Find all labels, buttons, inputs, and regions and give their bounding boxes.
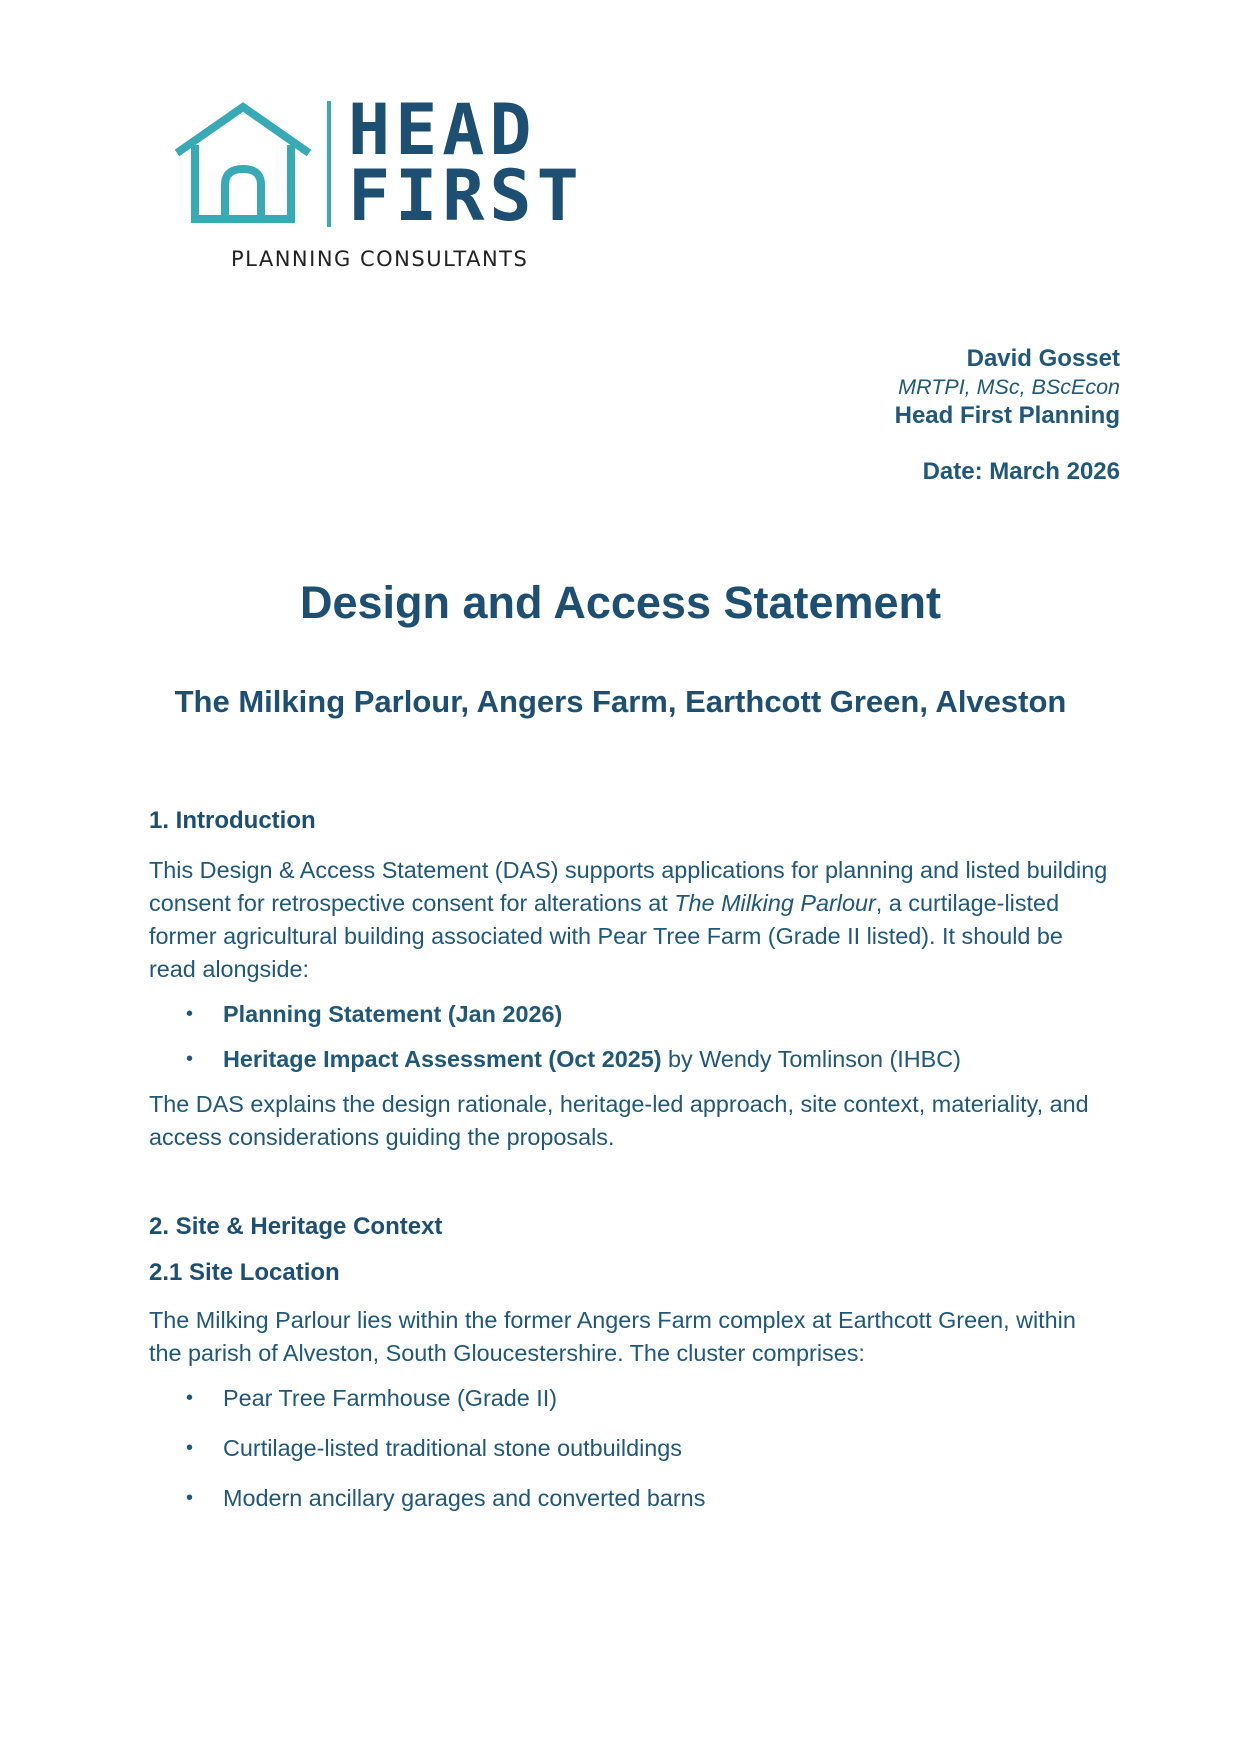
logo-word-head: HEAD bbox=[348, 89, 537, 171]
reference-list bbox=[149, 998, 1109, 1076]
cluster-list bbox=[149, 1382, 1109, 1515]
list-item: • Pear Tree Farmhouse (Grade II) bbox=[149, 1382, 1109, 1415]
intro-text-b: , a curtilage-listed former agricultural building associated with Pear Tree Farm (Grade II listed). It should be read alongside: bbox=[149, 890, 1063, 982]
list-item-text: by Wendy Tomlinson (IHBC) bbox=[661, 1046, 961, 1072]
section-heading: 2. Site & Heritage Context bbox=[149, 1213, 443, 1240]
subsection-heading: 2.1 Site Location bbox=[149, 1259, 340, 1286]
list-item bbox=[149, 998, 1109, 1031]
list-item: • Curtilage-listed traditional stone outbuildings bbox=[149, 1432, 1109, 1465]
das-paragraph: The DAS explains the design rationale, heritage-led approach, site context, materiality, and access considerations guiding the proposals. bbox=[149, 1091, 1089, 1150]
author-block bbox=[895, 344, 1120, 487]
company-logo bbox=[175, 89, 595, 277]
document-subtitle: The Milking Parlour, Angers Farm, Earthcott Green, Alveston bbox=[174, 684, 1067, 719]
logo-tagline: PLANNING CONSULTANTS bbox=[231, 247, 529, 271]
list-item: • Modern ancillary garages and converted barns bbox=[149, 1482, 1109, 1515]
document-body bbox=[149, 806, 1109, 1515]
list-item-bold: Planning Statement (Jan 2026) bbox=[223, 1001, 563, 1027]
document-date: Date: March 2026 bbox=[922, 458, 1120, 485]
house-icon bbox=[175, 97, 345, 227]
intro-text-emphasis: The Milking Parlour bbox=[674, 890, 876, 916]
list-item-bold: Heritage Impact Assessment (Oct 2025) bbox=[223, 1046, 662, 1072]
author-firm: Head First Planning bbox=[894, 402, 1120, 429]
logo-word-first: FIRST bbox=[348, 155, 584, 237]
intro-text-a: This Design & Access Statement (DAS) supports applications for planning and listed building consent for retrospective consent for alterations at bbox=[149, 857, 1108, 916]
site-paragraph: The Milking Parlour lies within the former Angers Farm complex at Earthcott Green, within the parish of Alveston, South Gloucestershire. The cluster comprises: bbox=[149, 1307, 1076, 1366]
intro-paragraph bbox=[149, 854, 1109, 986]
section-heading: 1. Introduction bbox=[149, 807, 316, 834]
author-qualifications: MRTPI, MSc, BScEcon bbox=[898, 375, 1120, 399]
document-title: Design and Access Statement bbox=[299, 577, 942, 628]
author-name: David Gosset bbox=[966, 345, 1120, 372]
list-item bbox=[149, 1043, 1109, 1076]
